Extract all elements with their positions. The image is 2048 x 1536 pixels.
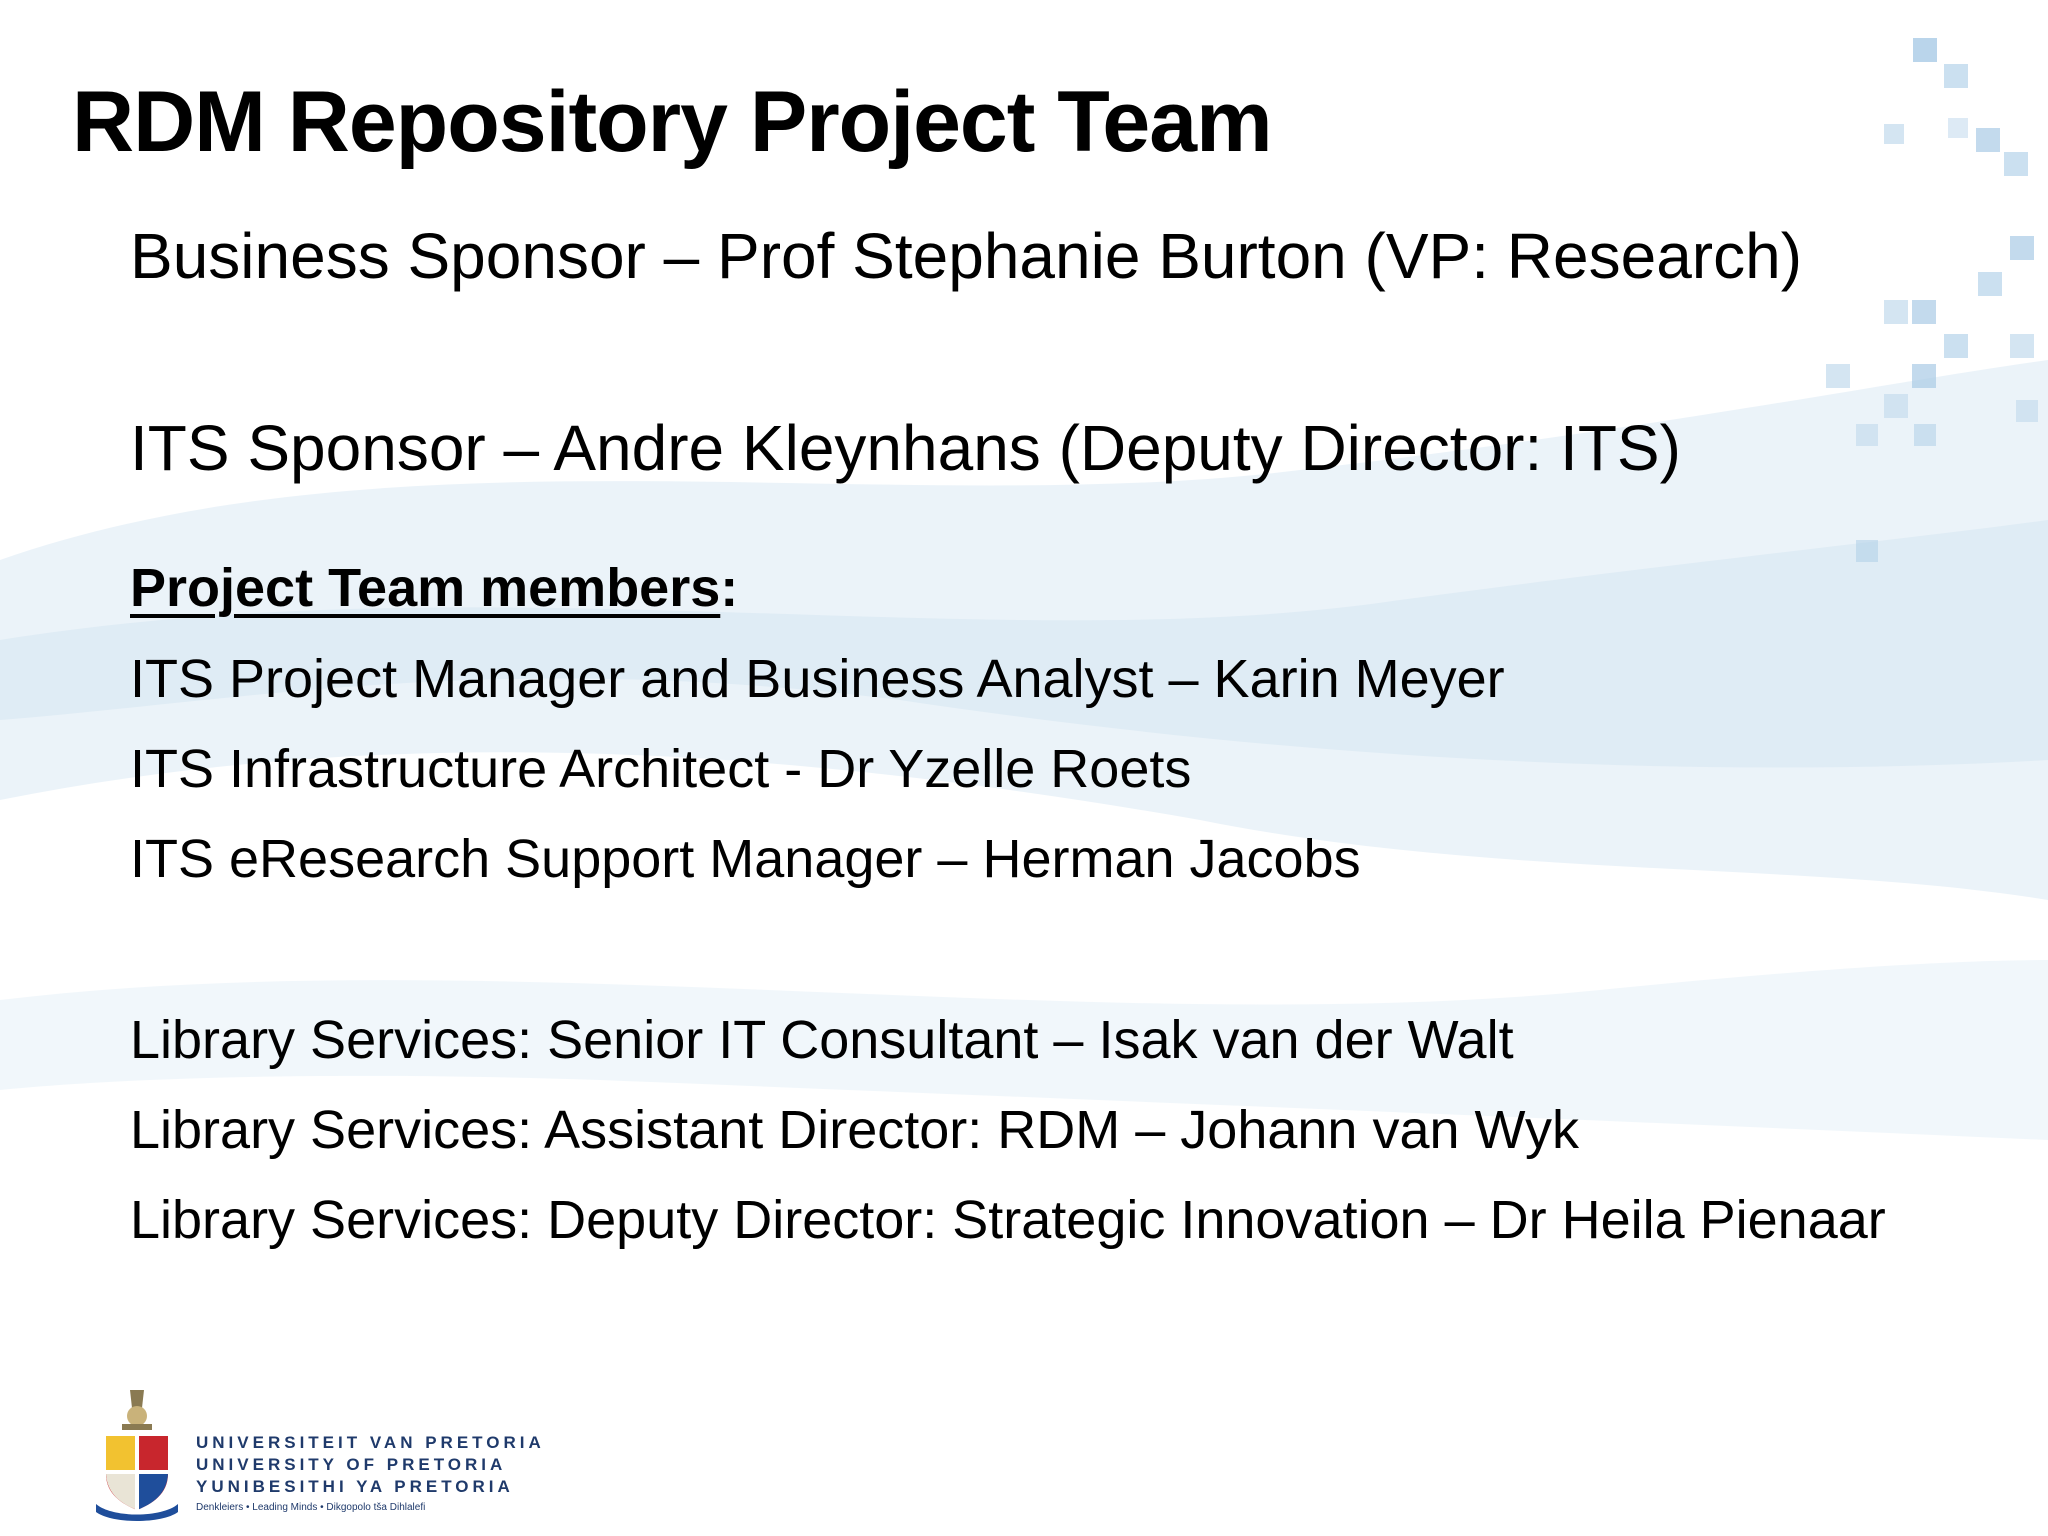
team-member: ITS eResearch Support Manager – Herman Jacobs (130, 829, 1361, 889)
university-crest-icon (92, 1386, 182, 1526)
team-member: Library Services: Assistant Director: RDM – Johann van Wyk (130, 1100, 1580, 1160)
team-member: ITS Project Manager and Business Analyst – Karin Meyer (130, 649, 1505, 709)
its-sponsor: ITS Sponsor – Andre Kleynhans (Deputy Director: ITS) (130, 412, 1681, 484)
members-heading-label: Project Team members (130, 558, 721, 618)
university-logo (92, 1386, 552, 1526)
team-member: ITS Infrastructure Architect - Dr Yzelle Roets (130, 739, 1192, 799)
university-name-sepedi: YUNIBESITHI YA PRETORIA (196, 1477, 514, 1496)
university-motto: Denkleiers • Leading Minds • Dikgopolo tša Dihlalefi (196, 1502, 426, 1513)
slide-title: RDM Repository Project Team (72, 74, 1272, 170)
members-heading (130, 553, 738, 623)
team-member: Library Services: Senior IT Consultant – Isak van der Walt (130, 1010, 1514, 1070)
members-heading-colon: : (720, 558, 739, 618)
team-member: Library Services: Deputy Director: Strategic Innovation – Dr Heila Pienaar (130, 1190, 1886, 1250)
university-name-english: UNIVERSITY OF PRETORIA (196, 1455, 507, 1474)
university-name-afrikaans: UNIVERSITEIT VAN PRETORIA (196, 1433, 545, 1452)
business-sponsor: Business Sponsor – Prof Stephanie Burton (VP: Research) (130, 220, 1802, 292)
